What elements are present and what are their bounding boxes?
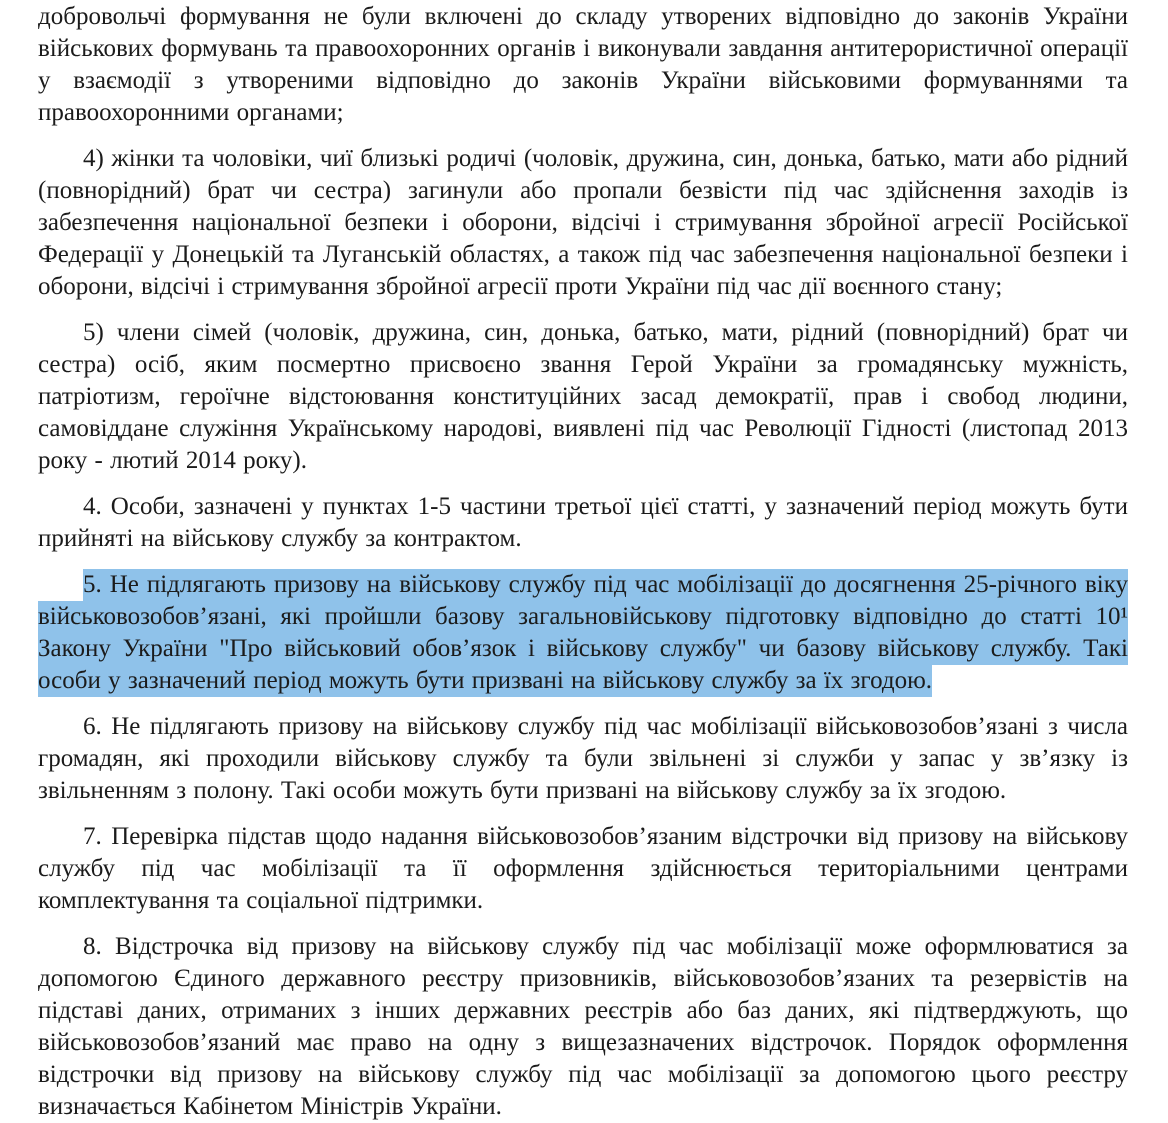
paragraph-part-5-selected: [38, 569, 1128, 697]
paragraph-item-5: 5) члени сімей (чоловік, дружина, син, донька, батько, мати, рідний (повнорідний) брат чи сестра) осіб, яким посмертно присвоєно звання Герой України за громадянську мужність, патріотизм, героїчне відстоювання конституційних засад демократії, прав і свобод людини, самовіддане служіння Українському народові, виявлені під час Революції Гідності (листопад 2013 року - лютий 2014 року).: [38, 319, 1128, 474]
paragraph-part-6: 6. Не підлягають призову на військову службу під час мобілізації військовозобов’язані з числа громадян, які проходили військову службу та були звільнені зі служби у запас у зв’язку із звільненням з полону. Такі особи можуть бути призвані на військову службу за їх згодою.: [38, 713, 1128, 804]
paragraph-part-4: 4. Особи, зазначені у пунктах 1-5 частини третьої цієї статті, у зазначений період можуть бути прийняті на військову службу за контрактом.: [38, 493, 1128, 552]
paragraph-part-7: 7. Перевірка підстав щодо надання військовозобов’язаним відстрочки від призову на військову службу під час мобілізації та її оформлення здійснюється територіальними центрами комплектування та соціальної підтримки.: [38, 823, 1128, 914]
paragraph-part-8: 8. Відстрочка від призову на військову службу під час мобілізації може оформлюватися за допомогою Єдиного державного реєстру призовників, військовозобов’язаних та резервістів на підставі даних, отриманих з інших державних реєстрів або баз даних, які підтверджують, що військовозобов’язаний має право на одну з вищезазначених відстрочок. Порядок оформлення відстрочки від призову на військову службу під час мобілізації за допомогою цього реєстру визначається Кабінетом Міністрів України.: [38, 933, 1128, 1120]
text-selection-highlight: 5. Не підлягають призову на військову службу під час мобілізації до досягнення 25-річного віку військовозобов’язані, які пройшли базову загальновійськову підготовку відповідно до статті 10¹ Закону України "Про військовий обов’язок і військову службу" чи базову військову службу. Такі особи у зазначений період можуть бути призвані на військову службу за їх згодою.: [38, 569, 1128, 697]
paragraph-continuation-fragment: добровольчі формування не були включені до складу утворених відповідно до законів України військових формувань та правоохоронних органів і виконували завдання антитерористичної операції у взаємодії з утвореними відповідно до законів України військовими формуваннями та правоохоронними органами;: [38, 3, 1128, 126]
paragraph-item-4: 4) жінки та чоловіки, чиї близькі родичі (чоловік, дружина, син, донька, батько, мати або рідний (повнорідний) брат чи сестра) загинули або пропали безвісти під час здійснення заходів із забезпечення національної безпеки і оборони, відсічі і стримування збройної агресії Російської Федерації у Донецькій та Луганській областях, а також під час забезпечення національної безпеки і оборони, відсічі і стримування збройної агресії проти України під час дії воєнного стану;: [38, 145, 1128, 300]
